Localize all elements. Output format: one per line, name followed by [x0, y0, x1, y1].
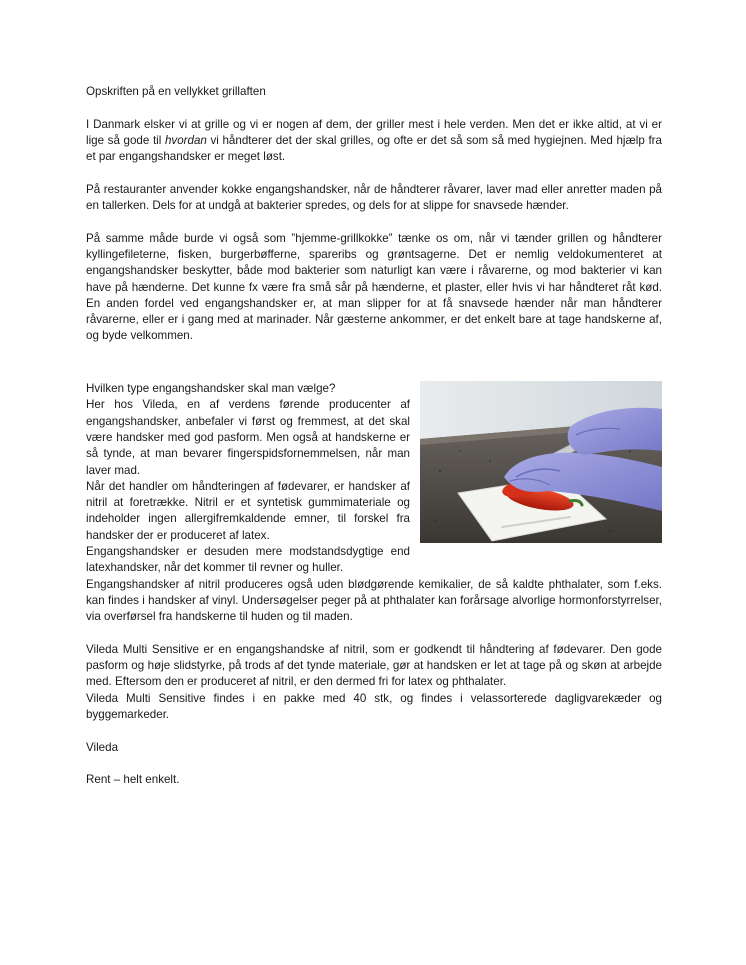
phthalates-paragraph: Engangshandsker af nitril produceres også uden blødgørende kemikalier, de så kaldte phthalater, som f.eks. kan findes i handsker af vinyl. Undersøgelser peger på at phthalater kan forårsage alvorlige hormonforstyrrelser, via overførsel fra handskerne til huden og til maden.: [86, 577, 662, 624]
multi-sensitive-paragraph: Vileda Multi Sensitive er en engangshandske af nitril, som er godkendt til håndtering af fødevarer. Den gode pasform og høje slidstyrke, på trods af det tynde materiale, gør at handsken er let at tage på og skøn at arbejde med. Eftersom den er produceret af nitril, er den dermed fri for latex og phthalater.: [86, 642, 662, 689]
intro-text-end: vi håndterer det der skal grilles, og ofte er det så som så med hygiejnen. Med hjælp fra et par engangshandsker er meget løst.: [86, 133, 662, 164]
durability-paragraph: Engangshandsker er desuden mere modstandsdygtige end latexhandsker, når det kommer til revner og huller.: [86, 545, 410, 575]
glove-fit-paragraph: Her hos Vileda, en af verdens førende producenter af engangshandsker, anbefaler vi først og fremmest, at det skal være handsker med god pasform. Men også at handskerne er så tynde, at man bevarer fingerspidsfornemmelsen, når man laver mad.: [86, 398, 410, 477]
gloved-hands-cutting-pepper-photo: [420, 381, 662, 543]
restaurant-paragraph: På restauranter anvender kokke engangshandsker, når de håndterer råvarer, laver mad eller anretter maden på en tallerken. Dels for at undgå at bakterier spredes, og dels for at slippe for snavsede hænder.: [86, 182, 662, 213]
brand-tagline: Rent – helt enkelt.: [86, 773, 180, 787]
section-heading: Hvilken type engangshandsker skal man vælge?: [86, 382, 336, 396]
document-title: Opskriften på en vellykket grillaften: [86, 85, 266, 98]
intro-emphasis: hvordan: [164, 133, 207, 147]
document-body: [86, 84, 662, 805]
intro-paragraph: [86, 117, 662, 166]
package-paragraph: Vileda Multi Sensitive findes i en pakke med 40 stk, og findes i velassorterede dagligvarekæder og byggemarkeder.: [86, 691, 662, 721]
brand-name: Vileda: [86, 740, 119, 754]
photo-illustration: [420, 381, 662, 543]
spacer: [86, 361, 662, 381]
intro-text-start: I Danmark elsker vi at grille og vi er nogen af dem, der griller mest i hele verden. Men det er ikke altid, at vi er lige så gode til: [86, 117, 662, 147]
nitril-paragraph: Når det handler om håndteringen af fødevarer, er handsker af nitril at foretrække. Nitril er et syntetisk gummimateriale og indeholder ingen allergifremkaldende emner, til forskel fra handsker der er produceret af latex.: [86, 479, 410, 542]
home-grill-paragraph: På samme måde burde vi også som ”hjemme-grillkokke” tænke os om, når vi tænder grillen og håndterer kyllingefileterne, fisken, burgerbøfferne, spareribs og grøntsagerne. Det er nemlig veldokumenteret at engangshandsker beskytter, både mod bakterier som naturligt kan være i råvarerne, og mod bakterier vi kan have på hænderne. Det kunne fx være fra små sår på hænderne, et plaster, eller hvis vi har håndteret råt kød. En anden fordel ved engangshandsker er, at man slipper for at få snavsede hænder når man håndterer råvarerne, eller er i gang med at marinader. Når gæsterne ankommer, er det enkelt bare at tage handskerne af, og byde velkommen.: [86, 231, 662, 343]
